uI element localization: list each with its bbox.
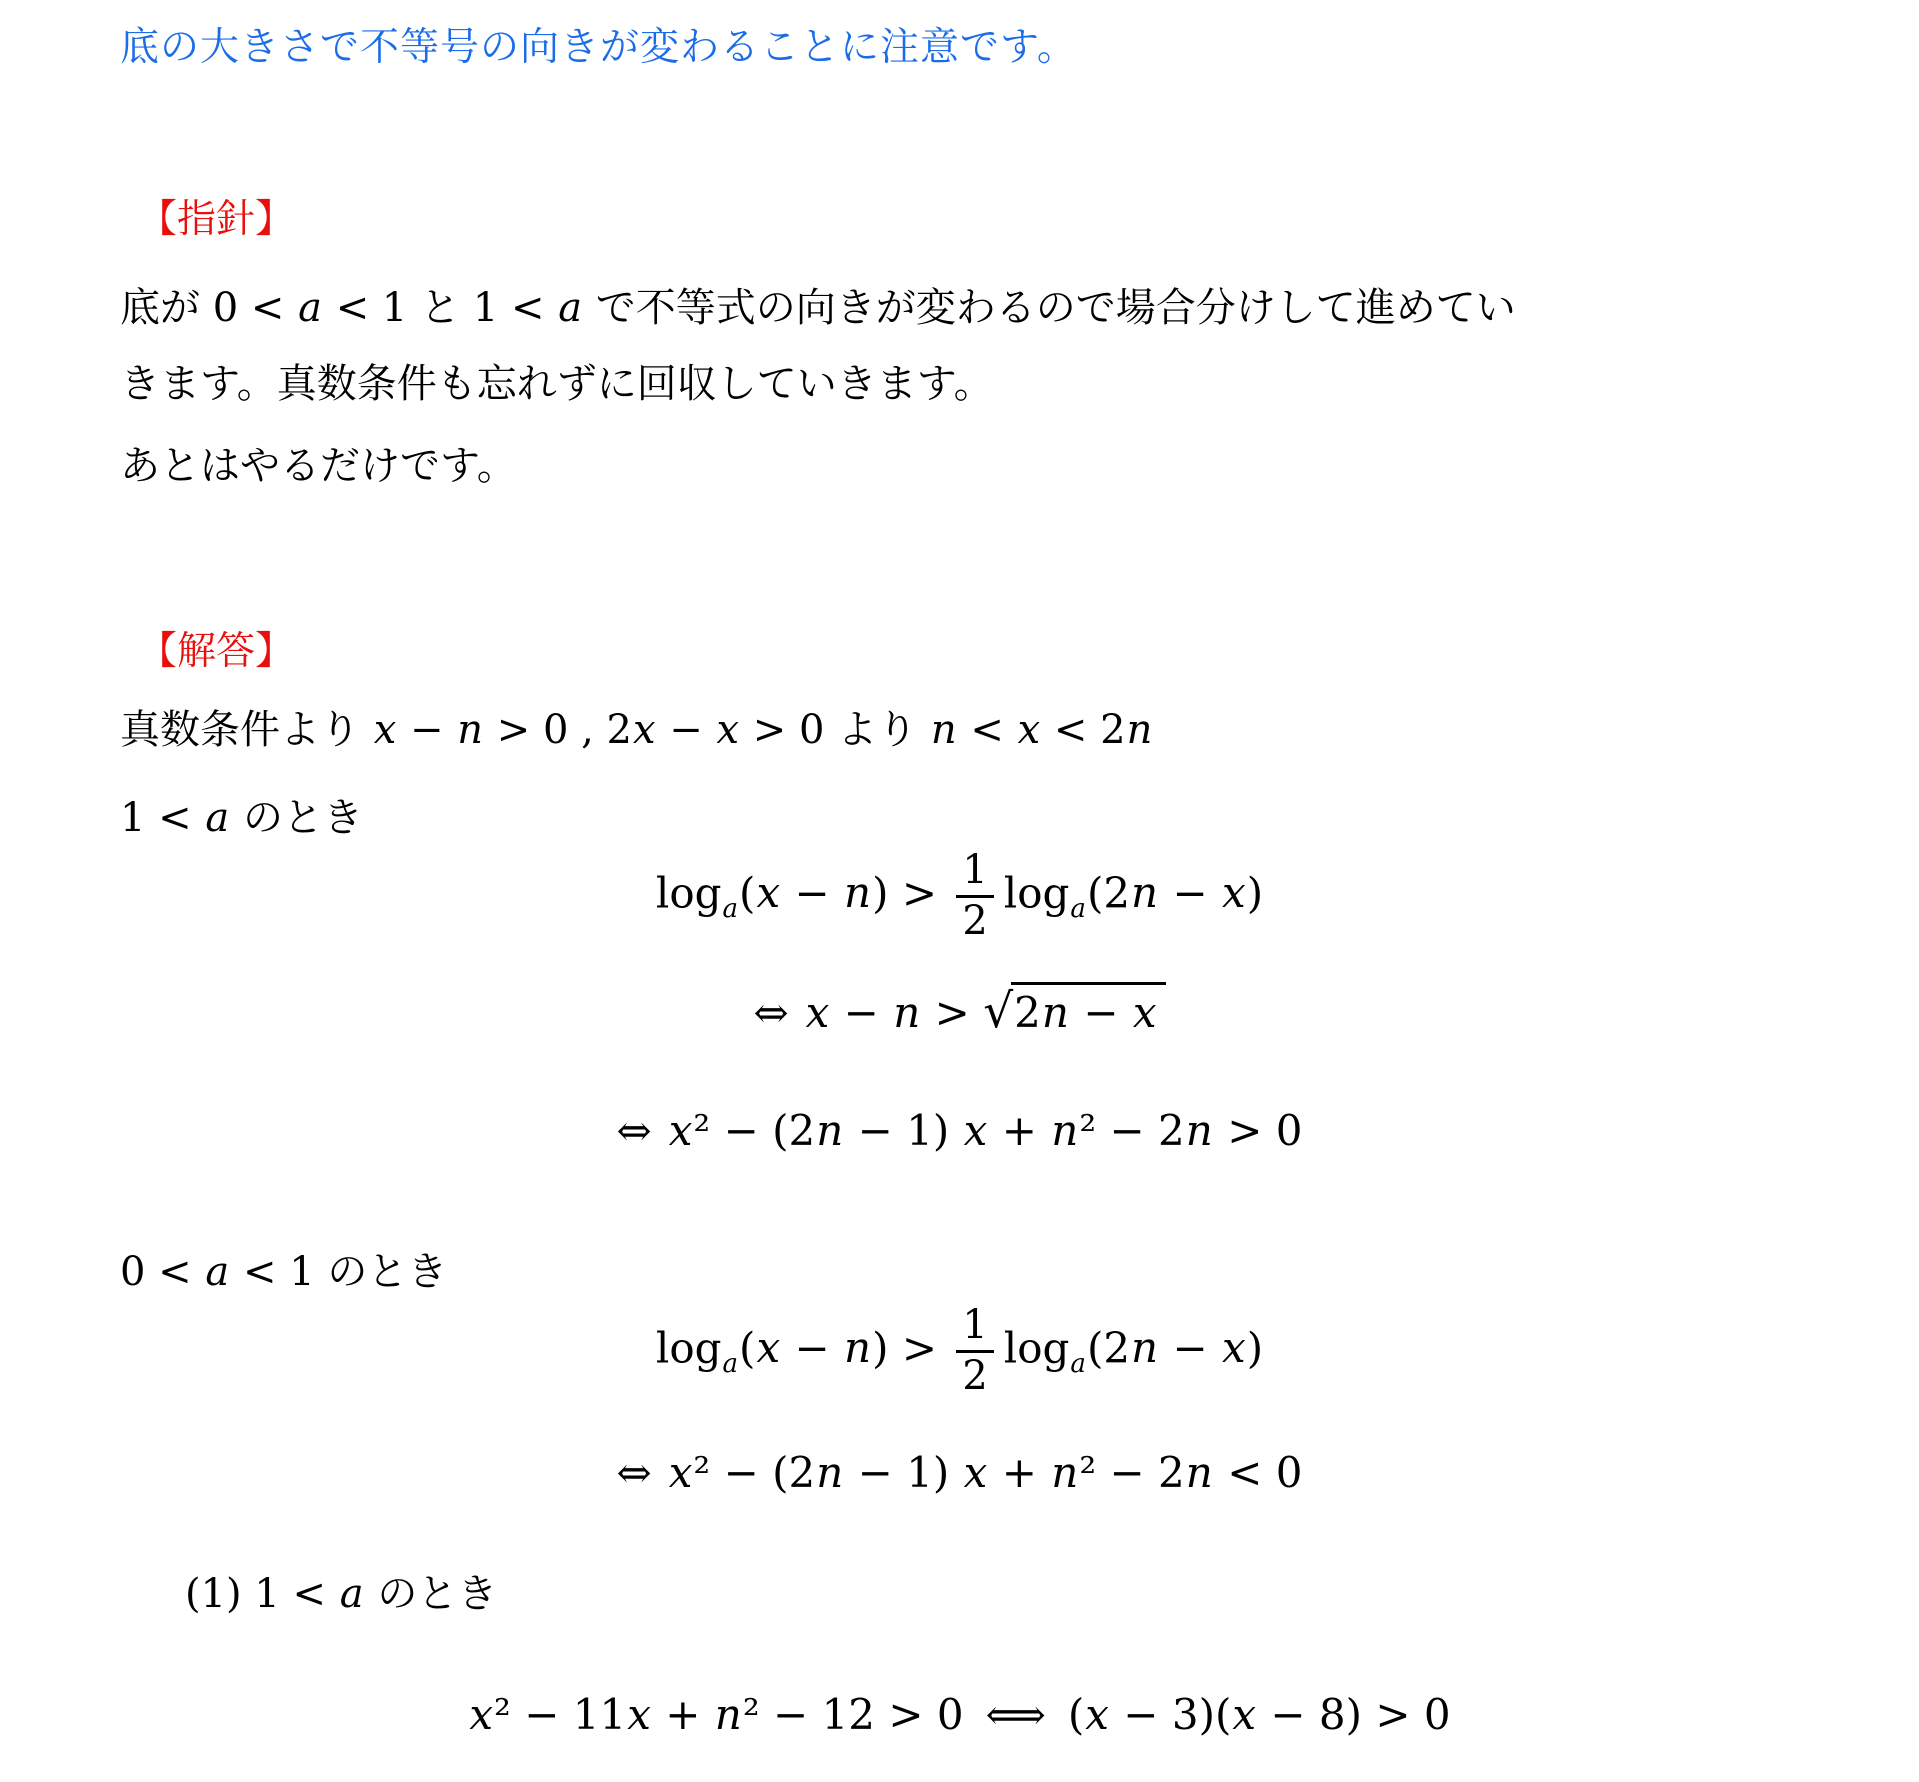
policy-line-2: きます。真数条件も忘れずに回収していきます。 (120, 361, 994, 407)
log-base: a (1070, 1348, 1086, 1379)
policy-line-1 (120, 276, 1516, 333)
equation-final (0, 1690, 1919, 1739)
log-base: a (722, 893, 739, 924)
policy-line1-jp3: で不等式の向きが変わるので場合分けして進めてい (583, 285, 1516, 331)
condition-math1: x − n > 0 , 2x − x > 0 (373, 707, 825, 753)
fraction-numerator: 1 (956, 1305, 993, 1353)
policy-line1-math1: 0 < a < 1 (212, 285, 408, 331)
case-lt-jp: のとき (314, 1249, 448, 1295)
iff-arrow: ⇔ (616, 1448, 652, 1497)
fraction-denominator: 2 (962, 897, 988, 944)
log-function: log (1003, 868, 1070, 918)
sqrt-lhs: x − n > (805, 988, 984, 1037)
relation-sign: > (901, 1323, 938, 1373)
policy-heading: 【指針】 (138, 197, 295, 242)
condition-line (120, 698, 1153, 755)
equation-quadratic-gt (0, 1106, 1919, 1155)
item1-jp: のとき (364, 1571, 498, 1617)
final-rhs: (x − 3)(x − 8) > 0 (1067, 1690, 1451, 1739)
item1-line (185, 1562, 497, 1619)
case-gt-math: 1 < a (120, 795, 230, 841)
equation-log-case2 (0, 1302, 1919, 1399)
equation-quadratic-lt (0, 1448, 1919, 1497)
item1-math: 1 < a (254, 1571, 364, 1617)
policy-line1-math2: 1 < a (472, 285, 583, 331)
condition-jp2: より (824, 707, 930, 753)
log-lhs-argument: (x − n) (739, 868, 889, 918)
log-lhs-argument: (x − n) (739, 1323, 889, 1373)
equation-log-case1 (0, 847, 1919, 944)
log-function: log (655, 868, 722, 918)
log-function: log (655, 1323, 722, 1373)
iff-arrow: ⇔ (616, 1106, 652, 1155)
iff-arrow: ⇔ (753, 988, 789, 1037)
radical-sign: √ (983, 984, 1014, 1039)
fraction-denominator: 2 (962, 1352, 988, 1399)
log-function: log (1003, 1323, 1070, 1373)
policy-line-3: あとはやるだけです。 (120, 443, 517, 489)
case-lt-line (120, 1240, 447, 1297)
case-gt-jp: のとき (230, 795, 363, 841)
note-text: 底の大きさで不等号の向きが変わることに注意です。 (120, 26, 1077, 69)
fraction-one-half (956, 847, 993, 944)
case-lt-math: 0 < a < 1 (120, 1249, 315, 1295)
final-lhs: x² − 11x + n² − 12 > 0 (469, 1690, 964, 1739)
radicand: 2n − x (1011, 982, 1165, 1037)
answer-heading: 【解答】 (138, 629, 295, 674)
policy-line1-jp1: 底が (120, 285, 213, 331)
long-iff-arrow: ⟺ (985, 1690, 1046, 1739)
fraction-one-half (956, 1302, 993, 1399)
condition-math2: n < x < 2n (930, 707, 1153, 753)
fraction-numerator: 1 (956, 850, 993, 898)
equation-sqrt (0, 984, 1919, 1039)
log-rhs-argument: (2n − x) (1086, 1323, 1264, 1373)
log-base: a (722, 1348, 739, 1379)
log-base: a (1070, 893, 1086, 924)
quadratic-gt-body: x² − (2n − 1) x + n² − 2n > 0 (668, 1106, 1303, 1155)
condition-jp1: 真数条件より (120, 707, 373, 753)
relation-sign: > (901, 868, 938, 918)
log-rhs-argument: (2n − x) (1086, 868, 1264, 918)
quadratic-lt-body: x² − (2n − 1) x + n² − 2n < 0 (668, 1448, 1303, 1497)
case-gt-line (120, 786, 363, 843)
policy-line1-jp2: と (407, 285, 473, 331)
item1-label: (1) (185, 1571, 255, 1617)
